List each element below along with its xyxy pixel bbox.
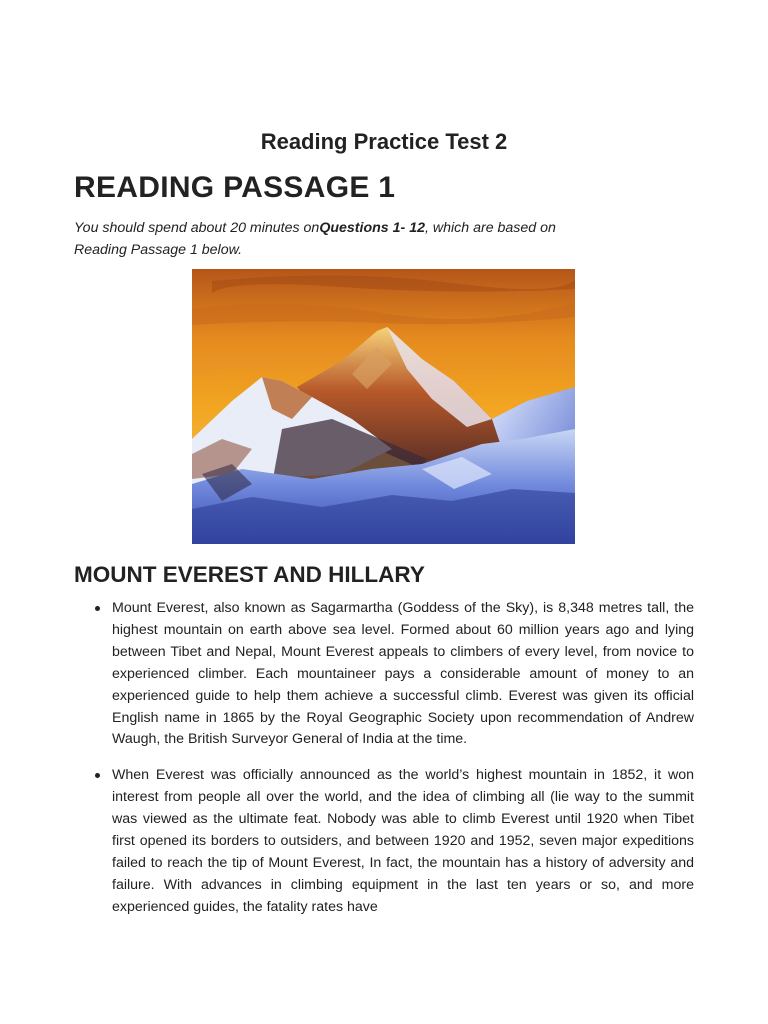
paragraph-list <box>74 598 694 933</box>
test-title: Reading Practice Test 2 <box>260 129 508 154</box>
paragraph-text: Mount Everest, also known as Sagarmartha (Goddess of the Sky), is 8,348 metres tall, the highest mountain on earth above sea level. Formed about 60 million years ago and lying between Tibet and Nepal, Mount Everest appeals to climbers of every level, from novice to experienced climber. Each mountaineer pays a considerable amount of money to an experienced guide to help them achieve a successful climb. Everest was given its official English name in 1865 by the Royal Geographic Society upon recommendation of Andrew Waugh, the British Surveyor General of India at the time. <box>112 600 694 748</box>
passage-title: READING PASSAGE 1 <box>74 171 396 204</box>
instructions-text-before: You should spend about 20 minutes on <box>74 220 320 236</box>
instructions-text-after: , which are based on Reading Passage 1 below. <box>74 220 556 258</box>
bullet-icon <box>95 773 100 778</box>
list-item <box>74 765 694 918</box>
instructions <box>74 217 604 261</box>
list-item <box>74 598 694 751</box>
everest-photo <box>192 269 575 544</box>
paragraph-text: When Everest was officially announced as the world’s highest mountain in 1852, it won interest from people all over the world, and the idea of climbing all (lie way to the summit was viewed as the ultimate feat. Nobody was able to climb Everest until 1920 when Tibet first opened its borders to outsiders, and between 1920 and 1952, seven major expeditions failed to reach the tip of Mount Everest, In fact, the mountain has a history of adversity and failure. With advances in climbing equipment in the last ten years or so, and more experienced guides, the fatality rates have <box>112 767 694 915</box>
section-title: MOUNT EVEREST AND HILLARY <box>74 562 425 587</box>
bullet-icon <box>95 606 100 611</box>
instructions-questions: Questions 1- 12 <box>319 220 425 236</box>
